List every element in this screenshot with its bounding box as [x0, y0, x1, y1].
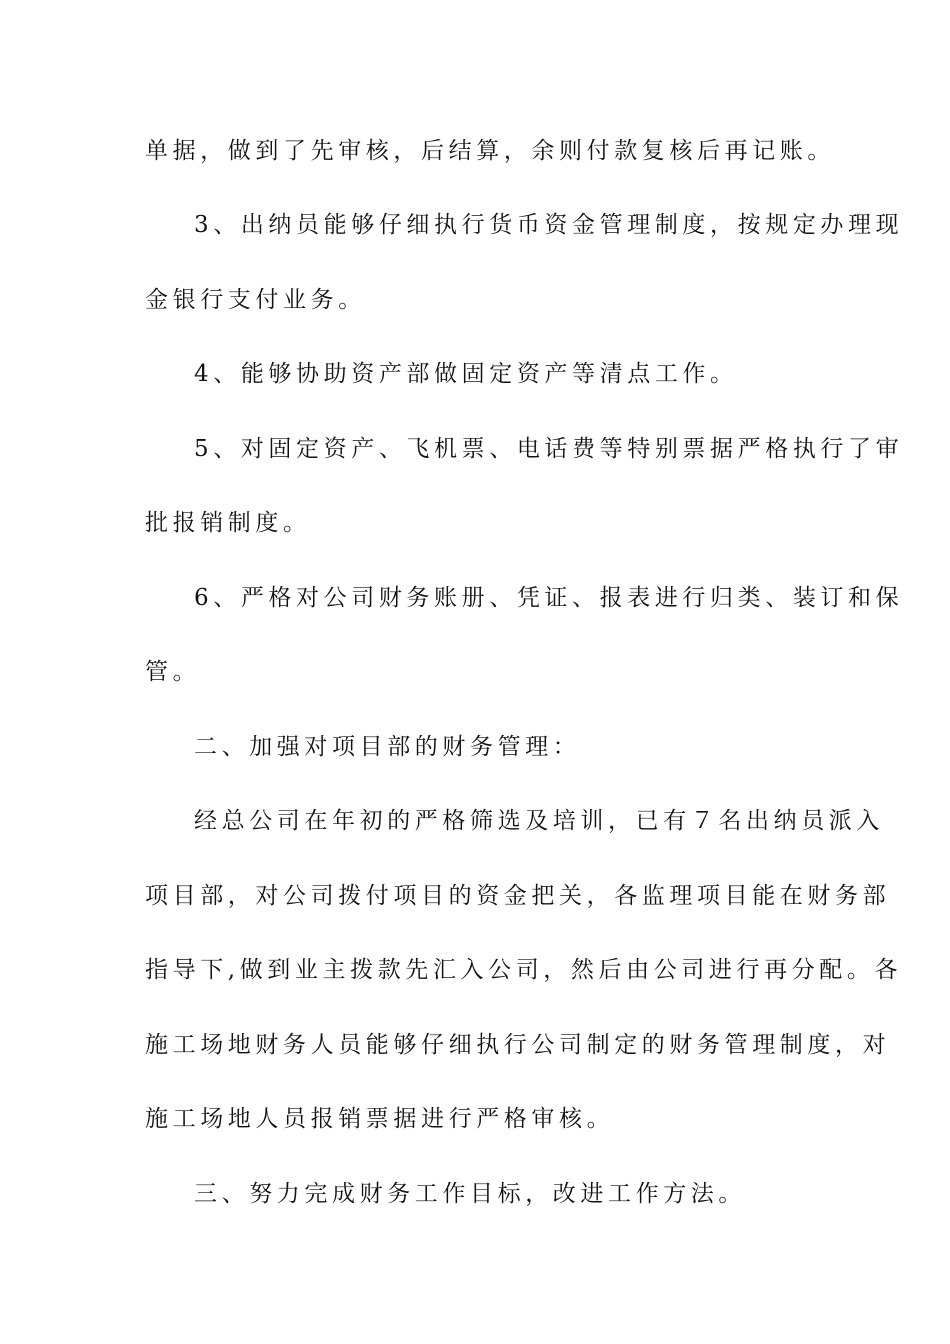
- text-line-10: 经总公司在年初的严格筛选及培训，已有７名出纳员派入: [194, 808, 884, 834]
- section-heading-3: 三、努力完成财务工作目标，改进工作方法。: [194, 1181, 746, 1207]
- text-line-7: 6、严格对公司财务账册、凭证、报表进行归类、装订和保: [194, 585, 904, 611]
- text-line-1: 单据，做到了先审核，后结算，余则付款复核后再记账。: [145, 138, 835, 164]
- text-line-11: 项目部，对公司拨付项目的资金把关，各监理项目能在财务部: [145, 883, 891, 909]
- text-line-5: 5、对固定资产、飞机票、电话费等特别票据严格执行了审: [194, 436, 904, 462]
- text-line-6: 批报销制度。: [145, 510, 311, 536]
- text-line-2: 3、出纳员能够仔细执行货币资金管理制度，按规定办理现: [194, 212, 904, 238]
- text-line-4: 4、能够协助资产部做固定资产等清点工作。: [194, 361, 738, 387]
- text-line-14: 施工场地人员报销票据进行严格审核。: [145, 1106, 615, 1132]
- text-line-12: 指导下,做到业主拨款先汇入公司，然后由公司进行再分配。各: [145, 957, 903, 983]
- text-line-3: 金银行支付业务。: [145, 287, 366, 313]
- text-line-13: 施工场地财务人员能够仔细执行公司制定的财务管理制度，对: [145, 1032, 891, 1058]
- section-heading-2: 二、加强对项目部的财务管理：: [194, 734, 581, 760]
- text-line-8: 管。: [145, 659, 201, 685]
